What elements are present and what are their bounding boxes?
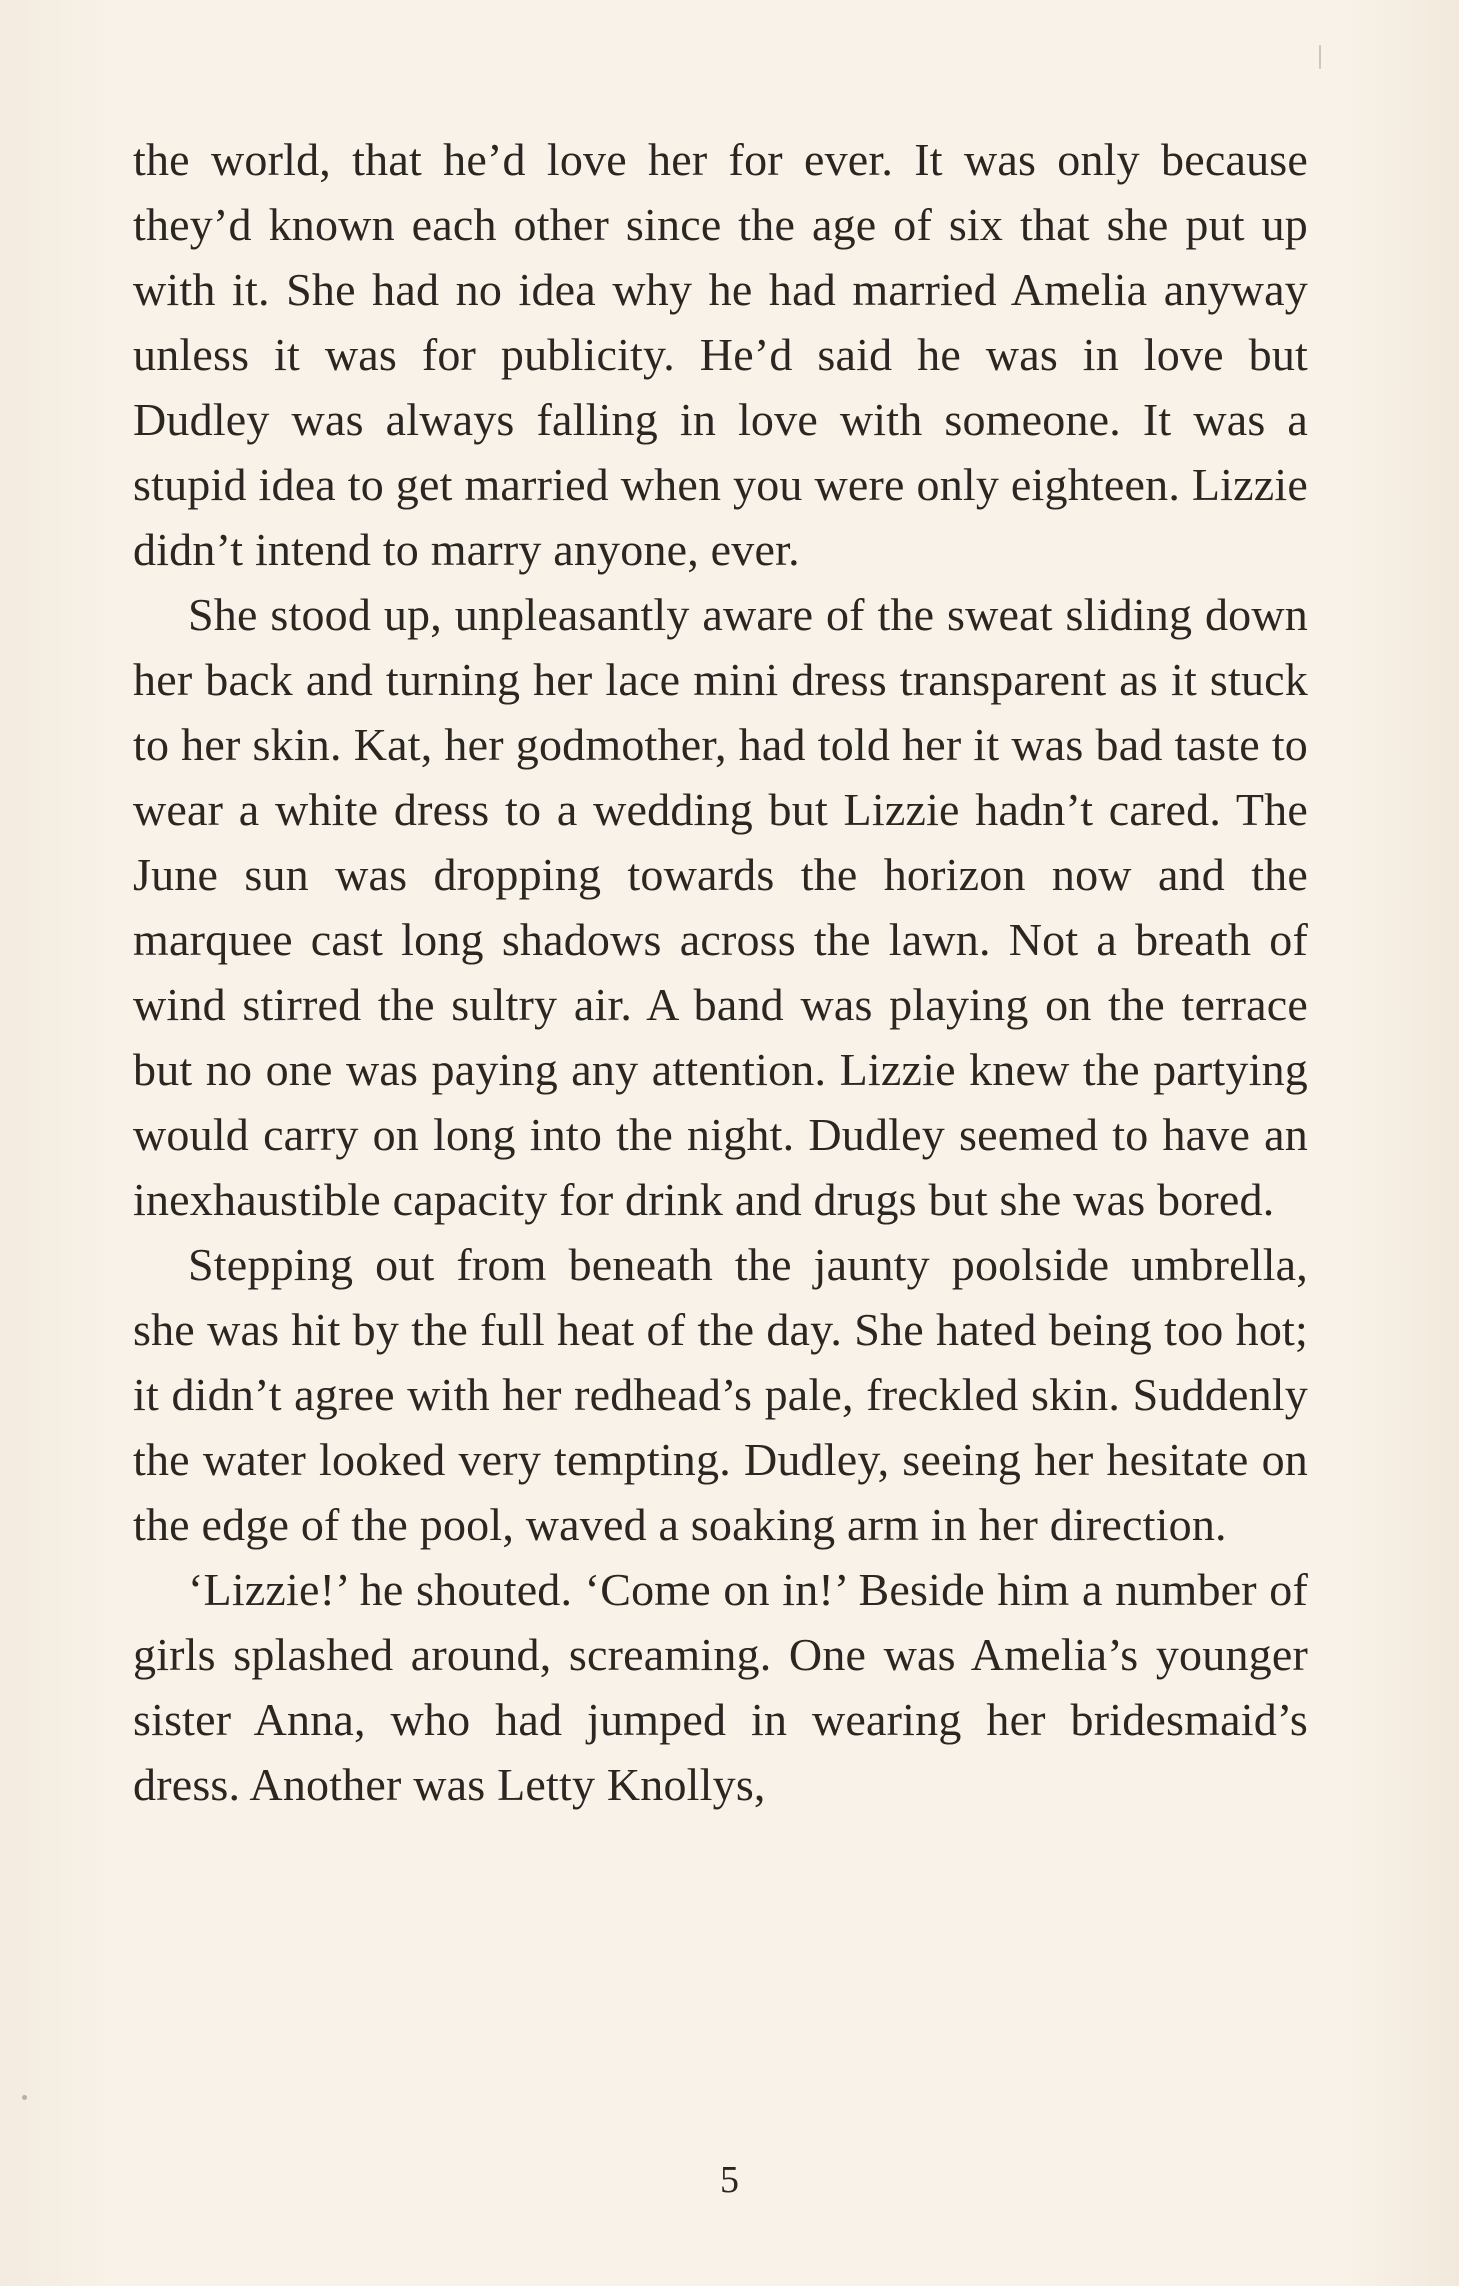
paragraph-1: the world, that he’d love her for ever. It was only because they’d known each other since the age of six that she put up with it. She had no idea why he had married Amelia anyway unless it was for publicity. He’d said he was in love but Dudley was always falling in love with someone. It was a stupid idea to get married when you were only eighteen. Lizzie didn’t intend to marry anyone, ever.	[133, 134, 1308, 575]
page-number: 5	[720, 2159, 739, 2201]
paper-speck	[1319, 45, 1321, 69]
body-text	[133, 127, 1308, 1817]
paragraph-2: She stood up, unpleasantly aware of the sweat sliding down her back and turning her lace mini dress transparent as it stuck to her skin. Kat, her godmother, had told her it was bad taste to wear a white dress to a wedding but Lizzie hadn’t cared. The June sun was dropping towards the horizon now and the marquee cast long shadows across the lawn. Not a breath of wind stirred the sultry air. A band was playing on the terrace but no one was paying any attention. Lizzie knew the partying would carry on long into the night. Dudley seemed to have an inexhaustible capacity for drink and drugs but she was bored.	[133, 589, 1308, 1225]
paragraph-3: Stepping out from beneath the jaunty poolside umbrella, she was hit by the full heat of the day. She hated being too hot; it didn’t agree with her redhead’s pale, freckled skin. Suddenly the water looked very tempting. Dudley, seeing her hesitate on the edge of the pool, waved a soaking arm in her direction.	[133, 1239, 1308, 1550]
paragraph-4: ‘Lizzie!’ he shouted. ‘Come on in!’ Beside him a number of girls splashed around, screaming. One was Amelia’s younger sister Anna, who had jumped in wearing her bridesmaid’s dress. Another was Letty Knollys,	[133, 1564, 1308, 1810]
paper-speck	[22, 2095, 27, 2100]
